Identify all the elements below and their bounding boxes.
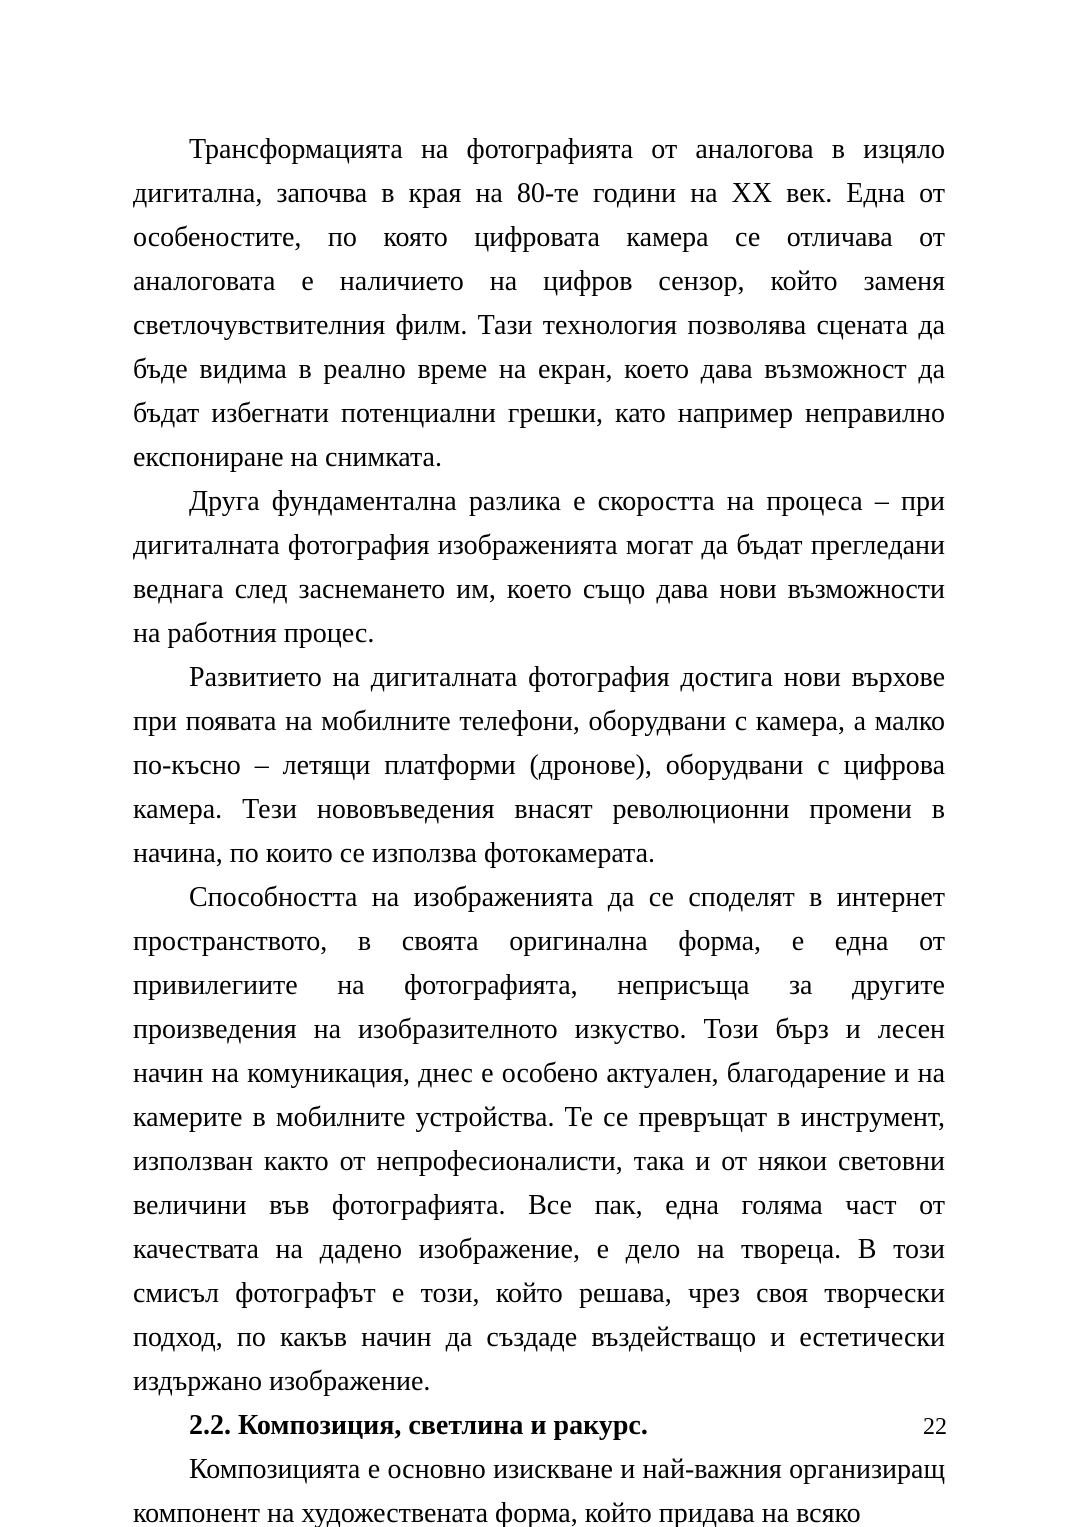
page-number: 22 bbox=[923, 1414, 947, 1440]
text-body bbox=[133, 128, 945, 1527]
paragraph: Способността на изображенията да се споделят в интернет пространството, в своята оригинална форма, е една от привилегиите на фотографията, неприсъща за другите произведения на изобразителното изкуство. Този бърз и лесен начин на комуникация, днес е особено актуален, благодарение и на камерите в мобилните устройства. Те се превръщат в инструмент, използван както от непрофесионалисти, така и от някои световни величини във фотографията. Все пак, една голяма част от качествата на дадено изображение, е дело на твореца. В този смисъл фотографът е този, който решава, чрез своя творчески подход, по какъв начин да създаде въздействащо и естетически издържано изображение. bbox=[133, 882, 945, 1397]
paragraph: Развитието на дигиталната фотография достига нови върхове при появата на мобилните телефони, оборудвани с камера, а малко по-късно – летящи платформи (дронове), оборудвани с цифрова камера. Тези нововъведения внасят революционни промени в начина, по които се използва фотокамерата. bbox=[133, 662, 945, 869]
section-heading: 2.2. Композиция, светлина и ракурс. bbox=[189, 1410, 648, 1441]
paragraph: Трансформацията на фотографията от аналогова в изцяло дигитална, започва в края на 80-те години на XX век. Една от особеностите, по която цифровата камера се отличава от аналоговата е наличието на цифров сензор, който заменя светлочувствителния филм. Тази технология позволява сцената да бъде видима в реално време на екран, което дава възможност да бъдат избегнати потенциални грешки, като например неправилно експониране на снимката. bbox=[133, 134, 945, 473]
paragraph: Друга фундаментална разлика е скоростта на процеса – при дигиталната фотография изображенията могат да бъдат прегледани веднага след заснемането им, което също дава нови възможности на работния процес. bbox=[133, 486, 945, 649]
paragraph: Композицията е основно изискване и най-важния организиращ компонент на художествената форма, който придава на всяко bbox=[133, 1454, 945, 1527]
